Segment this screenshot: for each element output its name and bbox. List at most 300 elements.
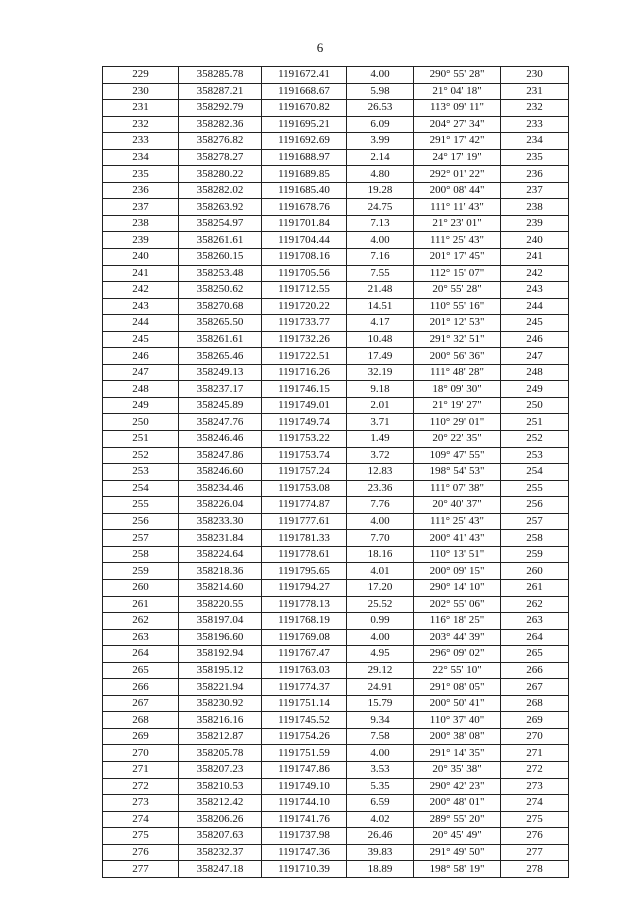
y-coordinate-cell: 1191747.86 — [262, 761, 347, 778]
point-number-cell: 253 — [103, 464, 179, 481]
next-point-cell: 269 — [501, 712, 569, 729]
distance-cell: 9.18 — [347, 381, 414, 398]
x-coordinate-cell: 358260.15 — [179, 249, 262, 266]
bearing-cell: 20° 55' 28" — [414, 282, 501, 299]
distance-cell: 5.35 — [347, 778, 414, 795]
point-number-cell: 230 — [103, 83, 179, 100]
y-coordinate-cell: 1191705.56 — [262, 265, 347, 282]
y-coordinate-cell: 1191747.36 — [262, 844, 347, 861]
distance-cell: 4.01 — [347, 563, 414, 580]
distance-cell: 4.00 — [347, 629, 414, 646]
point-number-cell: 268 — [103, 712, 179, 729]
distance-cell: 4.00 — [347, 745, 414, 762]
table-row — [103, 83, 569, 100]
next-point-cell: 245 — [501, 315, 569, 332]
point-number-cell: 271 — [103, 761, 179, 778]
bearing-cell: 21° 23' 01" — [414, 215, 501, 232]
table-row — [103, 215, 569, 232]
bearing-cell: 20° 45' 49" — [414, 828, 501, 845]
point-number-cell: 266 — [103, 679, 179, 696]
y-coordinate-cell: 1191778.13 — [262, 596, 347, 613]
table-row — [103, 348, 569, 365]
next-point-cell: 233 — [501, 116, 569, 133]
x-coordinate-cell: 358246.46 — [179, 431, 262, 448]
x-coordinate-cell: 358231.84 — [179, 530, 262, 547]
point-number-cell: 273 — [103, 795, 179, 812]
point-number-cell: 264 — [103, 646, 179, 663]
bearing-cell: 201° 17' 45" — [414, 249, 501, 266]
point-number-cell: 267 — [103, 695, 179, 712]
table-row — [103, 844, 569, 861]
next-point-cell: 231 — [501, 83, 569, 100]
y-coordinate-cell: 1191767.47 — [262, 646, 347, 663]
y-coordinate-cell: 1191774.87 — [262, 497, 347, 514]
distance-cell: 4.80 — [347, 166, 414, 183]
y-coordinate-cell: 1191668.67 — [262, 83, 347, 100]
table-row — [103, 546, 569, 563]
next-point-cell: 274 — [501, 795, 569, 812]
distance-cell: 1.49 — [347, 431, 414, 448]
table-row — [103, 861, 569, 878]
y-coordinate-cell: 1191710.39 — [262, 861, 347, 878]
point-number-cell: 244 — [103, 315, 179, 332]
table-row — [103, 513, 569, 530]
x-coordinate-cell: 358254.97 — [179, 215, 262, 232]
y-coordinate-cell: 1191722.51 — [262, 348, 347, 365]
table-row — [103, 662, 569, 679]
next-point-cell: 259 — [501, 546, 569, 563]
bearing-cell: 291° 08' 05" — [414, 679, 501, 696]
distance-cell: 26.53 — [347, 100, 414, 117]
x-coordinate-cell: 358278.27 — [179, 149, 262, 166]
x-coordinate-cell: 358287.21 — [179, 83, 262, 100]
table-row — [103, 100, 569, 117]
point-number-cell: 277 — [103, 861, 179, 878]
distance-cell: 2.01 — [347, 397, 414, 414]
point-number-cell: 262 — [103, 613, 179, 630]
y-coordinate-cell: 1191704.44 — [262, 232, 347, 249]
table-row — [103, 414, 569, 431]
table-row — [103, 579, 569, 596]
bearing-cell: 200° 38' 08" — [414, 728, 501, 745]
point-number-cell: 274 — [103, 811, 179, 828]
point-number-cell: 276 — [103, 844, 179, 861]
bearing-cell: 21° 19' 27" — [414, 397, 501, 414]
y-coordinate-cell: 1191754.26 — [262, 728, 347, 745]
point-number-cell: 248 — [103, 381, 179, 398]
table-row — [103, 497, 569, 514]
distance-cell: 21.48 — [347, 282, 414, 299]
next-point-cell: 242 — [501, 265, 569, 282]
bearing-cell: 18° 09' 30" — [414, 381, 501, 398]
distance-cell: 7.70 — [347, 530, 414, 547]
y-coordinate-cell: 1191757.24 — [262, 464, 347, 481]
table-row — [103, 613, 569, 630]
next-point-cell: 251 — [501, 414, 569, 431]
point-number-cell: 251 — [103, 431, 179, 448]
distance-cell: 3.72 — [347, 447, 414, 464]
point-number-cell: 249 — [103, 397, 179, 414]
y-coordinate-cell: 1191753.74 — [262, 447, 347, 464]
distance-cell: 12.83 — [347, 464, 414, 481]
table-row — [103, 563, 569, 580]
next-point-cell: 268 — [501, 695, 569, 712]
point-number-cell: 263 — [103, 629, 179, 646]
x-coordinate-cell: 358249.13 — [179, 364, 262, 381]
point-number-cell: 233 — [103, 133, 179, 150]
distance-cell: 6.59 — [347, 795, 414, 812]
next-point-cell: 260 — [501, 563, 569, 580]
next-point-cell: 262 — [501, 596, 569, 613]
y-coordinate-cell: 1191749.74 — [262, 414, 347, 431]
y-coordinate-cell: 1191670.82 — [262, 100, 347, 117]
table-row — [103, 778, 569, 795]
table-row — [103, 397, 569, 414]
distance-cell: 6.09 — [347, 116, 414, 133]
table-row — [103, 315, 569, 332]
table-row — [103, 149, 569, 166]
next-point-cell: 253 — [501, 447, 569, 464]
bearing-cell: 110° 13' 51" — [414, 546, 501, 563]
next-point-cell: 239 — [501, 215, 569, 232]
x-coordinate-cell: 358247.18 — [179, 861, 262, 878]
y-coordinate-cell: 1191763.03 — [262, 662, 347, 679]
next-point-cell: 234 — [501, 133, 569, 150]
bearing-cell: 200° 41' 43" — [414, 530, 501, 547]
next-point-cell: 238 — [501, 199, 569, 216]
table-row — [103, 761, 569, 778]
bearing-cell: 111° 11' 43" — [414, 199, 501, 216]
table-row — [103, 811, 569, 828]
next-point-cell: 271 — [501, 745, 569, 762]
next-point-cell: 275 — [501, 811, 569, 828]
point-number-cell: 254 — [103, 480, 179, 497]
bearing-cell: 292° 01' 22" — [414, 166, 501, 183]
next-point-cell: 250 — [501, 397, 569, 414]
next-point-cell: 264 — [501, 629, 569, 646]
y-coordinate-cell: 1191746.15 — [262, 381, 347, 398]
bearing-cell: 290° 55' 28" — [414, 67, 501, 84]
distance-cell: 18.89 — [347, 861, 414, 878]
bearing-cell: 24° 17' 19" — [414, 149, 501, 166]
bearing-cell: 110° 29' 01" — [414, 414, 501, 431]
x-coordinate-cell: 358263.92 — [179, 199, 262, 216]
point-number-cell: 275 — [103, 828, 179, 845]
next-point-cell: 258 — [501, 530, 569, 547]
table-row — [103, 116, 569, 133]
table-row — [103, 679, 569, 696]
distance-cell: 4.00 — [347, 67, 414, 84]
x-coordinate-cell: 358212.42 — [179, 795, 262, 812]
table-row — [103, 795, 569, 812]
x-coordinate-cell: 358280.22 — [179, 166, 262, 183]
next-point-cell: 273 — [501, 778, 569, 795]
distance-cell: 23.36 — [347, 480, 414, 497]
distance-cell: 7.13 — [347, 215, 414, 232]
y-coordinate-cell: 1191751.59 — [262, 745, 347, 762]
y-coordinate-cell: 1191751.14 — [262, 695, 347, 712]
bearing-cell: 113° 09' 11" — [414, 100, 501, 117]
bearing-cell: 202° 55' 06" — [414, 596, 501, 613]
bearing-cell: 291° 17' 42" — [414, 133, 501, 150]
distance-cell: 5.98 — [347, 83, 414, 100]
y-coordinate-cell: 1191688.97 — [262, 149, 347, 166]
point-number-cell: 231 — [103, 100, 179, 117]
distance-cell: 4.95 — [347, 646, 414, 663]
x-coordinate-cell: 358247.76 — [179, 414, 262, 431]
x-coordinate-cell: 358246.60 — [179, 464, 262, 481]
y-coordinate-cell: 1191689.85 — [262, 166, 347, 183]
point-number-cell: 238 — [103, 215, 179, 232]
next-point-cell: 235 — [501, 149, 569, 166]
point-number-cell: 229 — [103, 67, 179, 84]
y-coordinate-cell: 1191741.76 — [262, 811, 347, 828]
bearing-cell: 204° 27' 34" — [414, 116, 501, 133]
distance-cell: 7.55 — [347, 265, 414, 282]
y-coordinate-cell: 1191737.98 — [262, 828, 347, 845]
y-coordinate-cell: 1191678.76 — [262, 199, 347, 216]
distance-cell: 29.12 — [347, 662, 414, 679]
x-coordinate-cell: 358218.36 — [179, 563, 262, 580]
table-row — [103, 133, 569, 150]
x-coordinate-cell: 358206.26 — [179, 811, 262, 828]
x-coordinate-cell: 358261.61 — [179, 232, 262, 249]
y-coordinate-cell: 1191795.65 — [262, 563, 347, 580]
point-number-cell: 259 — [103, 563, 179, 580]
next-point-cell: 263 — [501, 613, 569, 630]
table-row — [103, 712, 569, 729]
next-point-cell: 248 — [501, 364, 569, 381]
bearing-cell: 296° 09' 02" — [414, 646, 501, 663]
table-row — [103, 646, 569, 663]
next-point-cell: 247 — [501, 348, 569, 365]
y-coordinate-cell: 1191745.52 — [262, 712, 347, 729]
y-coordinate-cell: 1191769.08 — [262, 629, 347, 646]
next-point-cell: 241 — [501, 249, 569, 266]
y-coordinate-cell: 1191672.41 — [262, 67, 347, 84]
point-number-cell: 260 — [103, 579, 179, 596]
distance-cell: 25.52 — [347, 596, 414, 613]
next-point-cell: 236 — [501, 166, 569, 183]
table-row — [103, 331, 569, 348]
x-coordinate-cell: 358205.78 — [179, 745, 262, 762]
distance-cell: 4.00 — [347, 513, 414, 530]
coordinates-table-container — [102, 66, 568, 878]
x-coordinate-cell: 358212.87 — [179, 728, 262, 745]
distance-cell: 24.75 — [347, 199, 414, 216]
y-coordinate-cell: 1191777.61 — [262, 513, 347, 530]
table-row — [103, 298, 569, 315]
bearing-cell: 200° 48' 01" — [414, 795, 501, 812]
distance-cell: 18.16 — [347, 546, 414, 563]
point-number-cell: 261 — [103, 596, 179, 613]
bearing-cell: 110° 37' 40" — [414, 712, 501, 729]
x-coordinate-cell: 358282.02 — [179, 182, 262, 199]
x-coordinate-cell: 358210.53 — [179, 778, 262, 795]
table-row — [103, 447, 569, 464]
table-row — [103, 249, 569, 266]
distance-cell: 39.83 — [347, 844, 414, 861]
x-coordinate-cell: 358192.94 — [179, 646, 262, 663]
point-number-cell: 243 — [103, 298, 179, 315]
distance-cell: 9.34 — [347, 712, 414, 729]
bearing-cell: 291° 32' 51" — [414, 331, 501, 348]
distance-cell: 19.28 — [347, 182, 414, 199]
distance-cell: 4.02 — [347, 811, 414, 828]
bearing-cell: 20° 40' 37" — [414, 497, 501, 514]
table-row — [103, 199, 569, 216]
x-coordinate-cell: 358207.63 — [179, 828, 262, 845]
x-coordinate-cell: 358245.89 — [179, 397, 262, 414]
next-point-cell: 256 — [501, 497, 569, 514]
y-coordinate-cell: 1191708.16 — [262, 249, 347, 266]
next-point-cell: 277 — [501, 844, 569, 861]
table-row — [103, 695, 569, 712]
x-coordinate-cell: 358224.64 — [179, 546, 262, 563]
distance-cell: 2.14 — [347, 149, 414, 166]
table-row — [103, 629, 569, 646]
point-number-cell: 252 — [103, 447, 179, 464]
y-coordinate-cell: 1191753.22 — [262, 431, 347, 448]
x-coordinate-cell: 358221.94 — [179, 679, 262, 696]
next-point-cell: 270 — [501, 728, 569, 745]
y-coordinate-cell: 1191701.84 — [262, 215, 347, 232]
y-coordinate-cell: 1191749.10 — [262, 778, 347, 795]
x-coordinate-cell: 358233.30 — [179, 513, 262, 530]
y-coordinate-cell: 1191733.77 — [262, 315, 347, 332]
y-coordinate-cell: 1191692.69 — [262, 133, 347, 150]
table-row — [103, 182, 569, 199]
bearing-cell: 116° 18' 25" — [414, 613, 501, 630]
point-number-cell: 235 — [103, 166, 179, 183]
x-coordinate-cell: 358195.12 — [179, 662, 262, 679]
bearing-cell: 203° 44' 39" — [414, 629, 501, 646]
distance-cell: 15.79 — [347, 695, 414, 712]
table-row — [103, 282, 569, 299]
next-point-cell: 243 — [501, 282, 569, 299]
bearing-cell: 111° 07' 38" — [414, 480, 501, 497]
point-number-cell: 246 — [103, 348, 179, 365]
x-coordinate-cell: 358230.92 — [179, 695, 262, 712]
point-number-cell: 234 — [103, 149, 179, 166]
bearing-cell: 20° 22' 35" — [414, 431, 501, 448]
bearing-cell: 111° 25' 43" — [414, 232, 501, 249]
next-point-cell: 230 — [501, 67, 569, 84]
distance-cell: 26.46 — [347, 828, 414, 845]
table-row — [103, 364, 569, 381]
x-coordinate-cell: 358214.60 — [179, 579, 262, 596]
point-number-cell: 269 — [103, 728, 179, 745]
point-number-cell: 272 — [103, 778, 179, 795]
distance-cell: 14.51 — [347, 298, 414, 315]
y-coordinate-cell: 1191794.27 — [262, 579, 347, 596]
x-coordinate-cell: 358276.82 — [179, 133, 262, 150]
point-number-cell: 242 — [103, 282, 179, 299]
bearing-cell: 289° 55' 20" — [414, 811, 501, 828]
bearing-cell: 109° 47' 55" — [414, 447, 501, 464]
table-row — [103, 745, 569, 762]
table-row — [103, 381, 569, 398]
y-coordinate-cell: 1191768.19 — [262, 613, 347, 630]
next-point-cell: 254 — [501, 464, 569, 481]
distance-cell: 3.71 — [347, 414, 414, 431]
x-coordinate-cell: 358265.50 — [179, 315, 262, 332]
bearing-cell: 22° 55' 10" — [414, 662, 501, 679]
table-row — [103, 728, 569, 745]
table-row — [103, 596, 569, 613]
point-number-cell: 257 — [103, 530, 179, 547]
bearing-cell: 290° 14' 10" — [414, 579, 501, 596]
y-coordinate-cell: 1191695.21 — [262, 116, 347, 133]
distance-cell: 0.99 — [347, 613, 414, 630]
x-coordinate-cell: 358261.61 — [179, 331, 262, 348]
table-row — [103, 480, 569, 497]
bearing-cell: 200° 56' 36" — [414, 348, 501, 365]
bearing-cell: 110° 55' 16" — [414, 298, 501, 315]
y-coordinate-cell: 1191778.61 — [262, 546, 347, 563]
coordinates-table-body — [103, 67, 569, 878]
bearing-cell: 112° 15' 07" — [414, 265, 501, 282]
next-point-cell: 232 — [501, 100, 569, 117]
point-number-cell: 250 — [103, 414, 179, 431]
point-number-cell: 239 — [103, 232, 179, 249]
table-row — [103, 265, 569, 282]
point-number-cell: 236 — [103, 182, 179, 199]
x-coordinate-cell: 358196.60 — [179, 629, 262, 646]
bearing-cell: 201° 12' 53" — [414, 315, 501, 332]
bearing-cell: 111° 25' 43" — [414, 513, 501, 530]
point-number-cell: 265 — [103, 662, 179, 679]
x-coordinate-cell: 358226.04 — [179, 497, 262, 514]
table-row — [103, 828, 569, 845]
next-point-cell: 252 — [501, 431, 569, 448]
distance-cell: 10.48 — [347, 331, 414, 348]
next-point-cell: 265 — [501, 646, 569, 663]
distance-cell: 4.00 — [347, 232, 414, 249]
next-point-cell: 266 — [501, 662, 569, 679]
distance-cell: 17.20 — [347, 579, 414, 596]
bearing-cell: 21° 04' 18" — [414, 83, 501, 100]
y-coordinate-cell: 1191749.01 — [262, 397, 347, 414]
x-coordinate-cell: 358247.86 — [179, 447, 262, 464]
point-number-cell: 240 — [103, 249, 179, 266]
x-coordinate-cell: 358207.23 — [179, 761, 262, 778]
distance-cell: 7.58 — [347, 728, 414, 745]
bearing-cell: 291° 14' 35" — [414, 745, 501, 762]
x-coordinate-cell: 358232.37 — [179, 844, 262, 861]
point-number-cell: 247 — [103, 364, 179, 381]
x-coordinate-cell: 358282.36 — [179, 116, 262, 133]
bearing-cell: 20° 35' 38" — [414, 761, 501, 778]
table-row — [103, 67, 569, 84]
distance-cell: 7.16 — [347, 249, 414, 266]
next-point-cell: 267 — [501, 679, 569, 696]
y-coordinate-cell: 1191716.26 — [262, 364, 347, 381]
y-coordinate-cell: 1191732.26 — [262, 331, 347, 348]
distance-cell: 17.49 — [347, 348, 414, 365]
y-coordinate-cell: 1191753.08 — [262, 480, 347, 497]
bearing-cell: 200° 09' 15" — [414, 563, 501, 580]
x-coordinate-cell: 358234.46 — [179, 480, 262, 497]
bearing-cell: 111° 48' 28" — [414, 364, 501, 381]
next-point-cell: 272 — [501, 761, 569, 778]
distance-cell: 3.53 — [347, 761, 414, 778]
next-point-cell: 249 — [501, 381, 569, 398]
table-row — [103, 530, 569, 547]
y-coordinate-cell: 1191685.40 — [262, 182, 347, 199]
x-coordinate-cell: 358292.79 — [179, 100, 262, 117]
next-point-cell: 246 — [501, 331, 569, 348]
